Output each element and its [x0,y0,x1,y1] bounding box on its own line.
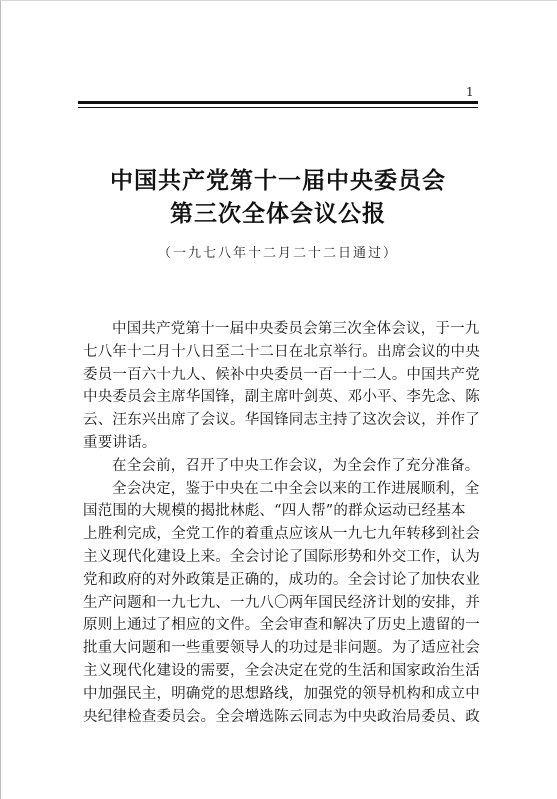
body-line: 中央委员会主席华国锋，副主席叶剑英、邓小平、李先念、陈 [83,389,480,406]
adoption-date: （一九七八年十二月二十二日通过） [157,246,398,261]
body-line: 主义现代化建设的需要，全会决定在党的生活和国家政治生活 [83,662,480,679]
body-text [83,318,481,728]
body-line: 中加强民主，明确党的思想路线，加强党的领导机构和成立中 [83,685,480,702]
body-line: 党和政府的对外政策是正确的，成功的。全会讨论了加快农业 [83,571,480,588]
body-line: 七八年十二月十八日至二十二日在北京举行。出席会议的中央 [83,343,480,360]
body-line: 生产问题和一九七九、一九八〇两年国民经济计划的安排，并 [83,594,480,611]
page-number: 1 [466,85,474,99]
document-title-line-2: 第三次全体会议公报 [170,201,386,227]
body-line: 云、汪东兴出席了会议。华国锋同志主持了这次会议，并作了 [83,412,480,429]
document-title-line-1: 中国共产党第十一届中央委员会 [110,168,446,194]
body-line: 全会决定，鉴于中央在二中全会以来的工作进展顺利，全 [112,480,480,497]
body-line: 重要讲话。 [83,434,157,451]
body-line: 上胜利完成，全党工作的着重点应该从一九七九年转移到社会 [83,526,480,543]
body-line: 批重大问题和一些重要领导人的功过是非问题。为了适应社会 [83,640,480,657]
body-line: 原则上通过了相应的文件。全会审查和解决了历史上遗留的一 [83,617,480,634]
body-line: 主义现代化建设上来。全会讨论了国际形势和外交工作，认为 [83,548,480,565]
body-line: 在全会前，召开了中央工作会议，为全会作了充分准备。 [112,457,480,474]
body-line: 央纪律检查委员会。全会增选陈云同志为中央政治局委员、政 [83,708,480,725]
body-line: 中国共产党第十一届中央委员会第三次全体会议，于一九 [112,321,480,337]
header-rule-thick [78,101,478,104]
body-line: 国范围的大规模的揭批林彪、“四人帮”的群众运动已经基本 [83,503,466,520]
body-line: 委员一百六十九人、候补中央委员一百一十二人。中国共产党 [83,366,480,383]
header-rule-thin [78,107,478,108]
